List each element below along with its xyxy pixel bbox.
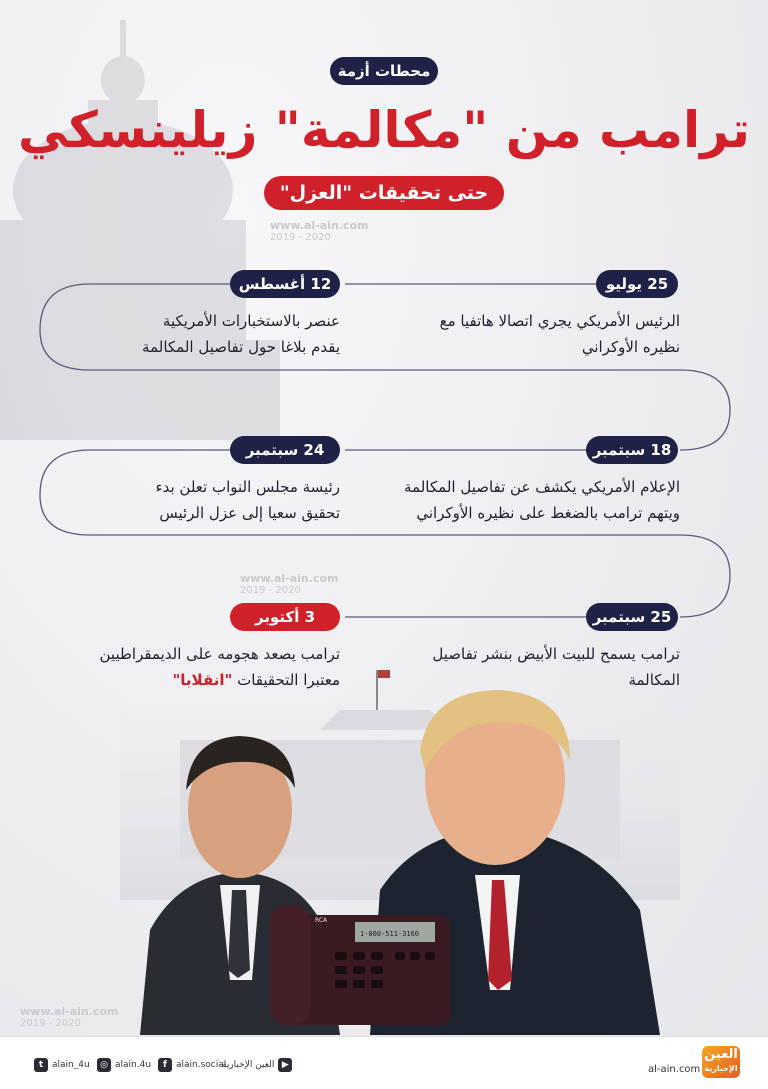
timeline-date-1: 25 يوليو xyxy=(596,270,678,298)
instagram-handle: alain.4u xyxy=(115,1060,152,1070)
timeline-date-4: 24 سبتمبر xyxy=(230,436,340,464)
timeline-date-3: 18 سبتمبر xyxy=(586,436,678,464)
timeline-date-5: 25 سبتمبر xyxy=(586,603,678,631)
watermark-years: 2019 - 2020 xyxy=(240,585,301,596)
timeline-event-1: الرئيس الأمريكي يجري اتصالا هاتفيا مع نظيره الأوكراني xyxy=(439,312,680,356)
timeline-event-6-text: ترامب يصعد هجومه على الديمقراطيين معتبرا التحقيقات xyxy=(99,645,340,689)
timeline-event-2: عنصر بالاستخبارات الأمريكية يقدم بلاغا حول تفاصيل المكالمة xyxy=(142,312,340,356)
phone-brand: RCA xyxy=(315,917,328,924)
timeline-event-4: رئيسة مجلس النواب تعلن بدء تحقيق سعيا إلى عزل الرئيس xyxy=(155,478,340,522)
timeline-event-6-highlight: "انقلابا" xyxy=(172,671,233,689)
footer-instagram[interactable] xyxy=(97,1058,151,1072)
twitter-handle: alain_4u xyxy=(52,1060,90,1070)
leaders-photo xyxy=(120,660,680,1035)
al-ain-logo xyxy=(702,1046,740,1078)
phone-display-text: 1-800-511-3160 xyxy=(360,930,420,938)
facebook-icon: f xyxy=(158,1058,172,1072)
kicker-badge: محطات أزمة xyxy=(330,57,438,85)
footer-facebook[interactable] xyxy=(158,1058,226,1072)
subtitle-badge: حتى تحقيقات "العزل" xyxy=(264,176,504,210)
footer-twitter[interactable] xyxy=(34,1058,90,1072)
timeline-date-6: 3 أكتوبر xyxy=(230,603,340,631)
twitter-icon: t xyxy=(34,1058,48,1072)
watermark-url: www.al-ain.com xyxy=(270,219,369,232)
logo-line-1: العين xyxy=(704,1047,738,1062)
watermark-url: www.al-ain.com xyxy=(240,572,339,585)
footer-site-url[interactable]: al-ain.com xyxy=(648,1064,701,1075)
footer-youtube[interactable] xyxy=(222,1058,292,1072)
instagram-icon: ◎ xyxy=(97,1058,111,1072)
watermark-url: www.al-ain.com xyxy=(20,1005,119,1018)
youtube-icon: ▶ xyxy=(278,1058,292,1072)
watermark-years: 2019 - 2020 xyxy=(20,1018,81,1029)
youtube-handle: العين الإخبارية xyxy=(222,1060,275,1070)
timeline-event-5: ترامب يسمح للبيت الأبيض بنشر تفاصيل المكالمة xyxy=(432,645,680,689)
timeline-event-3: الإعلام الأمريكي يكشف عن تفاصيل المكالمة ويتهم ترامب بالضغط على نظيره الأوكراني xyxy=(404,478,680,522)
timeline-date-2: 12 أغسطس xyxy=(230,270,340,298)
page-title: ترامب من "مكالمة" زيلينسكي xyxy=(18,101,750,159)
facebook-handle: alain.social xyxy=(176,1060,227,1070)
logo-line-2: الإخبارية xyxy=(704,1064,738,1073)
watermark-years: 2019 - 2020 xyxy=(270,232,331,243)
